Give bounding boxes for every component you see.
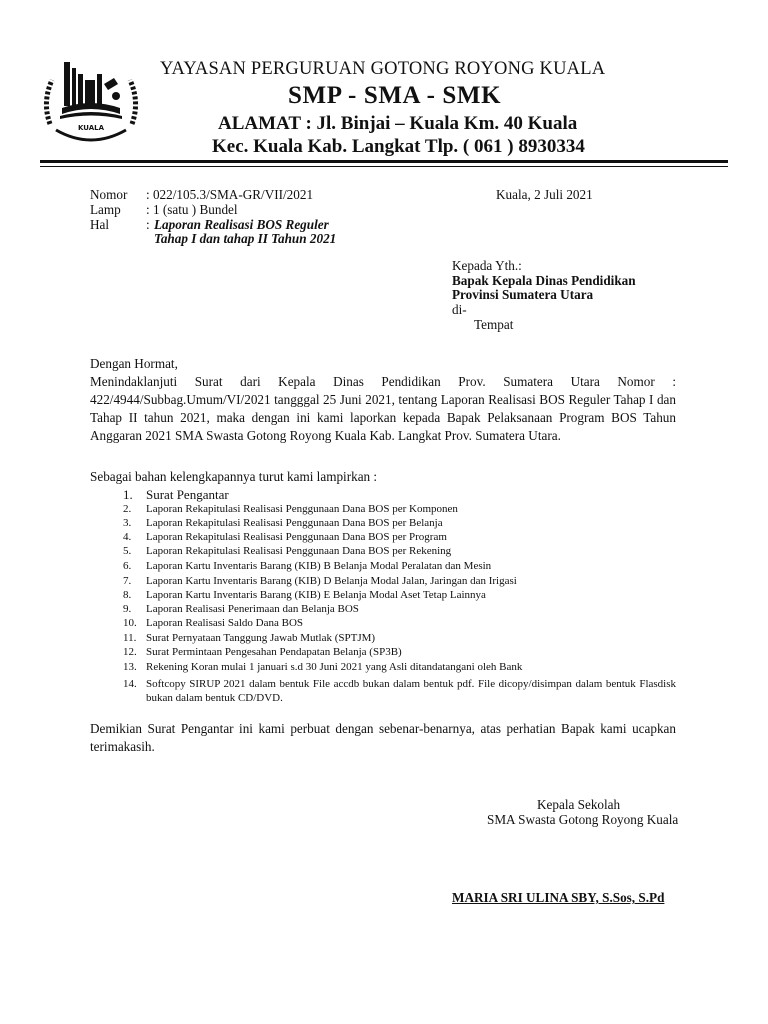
foundation-name: YAYASAN PERGURUAN GOTONG ROYONG KUALA xyxy=(160,59,606,79)
attachment-number: 11. xyxy=(123,632,137,644)
attachment-item: Surat Pengantar xyxy=(146,487,229,502)
attachment-number: 12. xyxy=(123,646,137,658)
attachment-number: 6. xyxy=(123,560,132,572)
recipient-tempat: Tempat xyxy=(474,317,514,332)
hal-value-2: Tahap I dan tahap II Tahun 2021 xyxy=(154,231,337,246)
attachment-item: Laporan Kartu Inventaris Barang (KIB) B Belanja Modal Peralatan dan Mesin xyxy=(146,560,492,572)
place-date: Kuala, 2 Juli 2021 xyxy=(496,187,593,202)
signatory-title: Kepala Sekolah xyxy=(537,797,621,812)
recipient-kepada: Kepada Yth.: xyxy=(452,258,522,273)
attachment-number: 7. xyxy=(123,575,132,587)
attachments-intro: Sebagai bahan kelengkapannya turut kami lampirkan : xyxy=(90,469,378,484)
closing-paragraph: Demikian Surat Pengantar ini kami perbuat dengan sebenar-benarnya, atas perhatian Bapak kami ucapkan terimakasih. xyxy=(90,721,676,754)
attachment-number: 4. xyxy=(123,531,132,543)
attachment-number: 9. xyxy=(123,603,132,615)
attachment-number: 13. xyxy=(123,661,137,673)
attachment-item: Laporan Realisasi Saldo Dana BOS xyxy=(146,617,304,629)
letterhead-rule-thick xyxy=(40,160,728,163)
attachment-number: 3. xyxy=(123,517,132,529)
logo-text: KUALA xyxy=(77,124,105,132)
attachment-item: Laporan Rekapitulasi Realisasi Penggunaan Dana BOS per Belanja xyxy=(146,517,443,529)
address-line-1: ALAMAT : Jl. Binjai – Kuala Km. 40 Kuala xyxy=(218,113,578,134)
attachment-number: 5. xyxy=(123,545,132,557)
recipient-di: di- xyxy=(452,302,467,317)
recipient-name-1: Bapak Kepala Dinas Pendidikan xyxy=(452,273,636,288)
attachment-item: Rekening Koran mulai 1 januari s.d 30 Juni 2021 yang Asli ditandatangani oleh Bank xyxy=(146,661,523,673)
attachment-number: 8. xyxy=(123,589,132,601)
attachment-number: 10. xyxy=(123,617,137,629)
lamp-label: Lamp xyxy=(90,202,121,217)
attachment-number: 1. xyxy=(123,487,133,502)
attachment-number: 2. xyxy=(123,503,132,515)
hal-colon: : xyxy=(146,217,150,232)
attachment-item: Laporan Kartu Inventaris Barang (KIB) D Belanja Modal Jalan, Jaringan dan Irigasi xyxy=(146,575,517,587)
body-paragraph-1: Menindaklanjuti Surat dari Kepala Dinas Pendidikan Prov. Sumatera Utara Nomor : 422/4944/Subbag.Umum/VI/2021 tangggal 25 Juni 2021, tentang Laporan Realisasi BOS Reguler Tahap I dan Tahap II tahun 2021, maka dengan ini kami laporkan kepada Bapak Pelaksanaan Program BOS Tahun Anggaran 2021 SMA Swasta Gotong Royong Kuala Kab. Langkat Prov. Sumatera Utara. xyxy=(90,374,676,443)
hal-value-1: Laporan Realisasi BOS Reguler xyxy=(154,217,329,232)
attachment-item: Laporan Rekapitulasi Realisasi Penggunaan Dana BOS per Rekening xyxy=(146,545,452,557)
attachment-item: Laporan Rekapitulasi Realisasi Penggunaan Dana BOS per Program xyxy=(146,531,447,543)
lamp-value: : 1 (satu ) Bundel xyxy=(146,202,238,217)
school-levels: SMP - SMA - SMK xyxy=(288,82,502,109)
school-logo xyxy=(38,54,144,150)
salutation: Dengan Hormat, xyxy=(90,356,178,371)
letterhead-rule-thin xyxy=(40,166,728,167)
attachment-item: Laporan Realisasi Penerimaan dan Belanja BOS xyxy=(146,603,359,615)
signatory-institution: SMA Swasta Gotong Royong Kuala xyxy=(487,812,679,827)
recipient-name-2: Provinsi Sumatera Utara xyxy=(452,287,594,302)
attachment-number: 14. xyxy=(123,678,137,690)
address-line-2: Kec. Kuala Kab. Langkat Tlp. ( 061 ) 8930334 xyxy=(212,136,585,157)
nomor-label: Nomor xyxy=(90,187,128,202)
nomor-value: : 022/105.3/SMA-GR/VII/2021 xyxy=(146,187,314,202)
attachment-item: Surat Pernyataan Tanggung Jawab Mutlak (SPTJM) xyxy=(146,632,376,644)
signatory-name: MARIA SRI ULINA SBY, S.Sos, S.Pd xyxy=(452,890,665,905)
attachment-item: Laporan Kartu Inventaris Barang (KIB) E Belanja Modal Aset Tetap Lainnya xyxy=(146,589,486,601)
hal-label: Hal xyxy=(90,217,110,232)
attachment-item: Laporan Rekapitulasi Realisasi Penggunaan Dana BOS per Komponen xyxy=(146,503,458,515)
attachment-item: Softcopy SIRUP 2021 dalam bentuk File accdb bukan dalam bentuk pdf. File dicopy/disimpan dalam bentuk Flasdisk bukan dalam bentuk CD/DVD. xyxy=(146,678,676,704)
attachment-item: Surat Permintaan Pengesahan Pendapatan Belanja (SP3B) xyxy=(146,646,402,658)
